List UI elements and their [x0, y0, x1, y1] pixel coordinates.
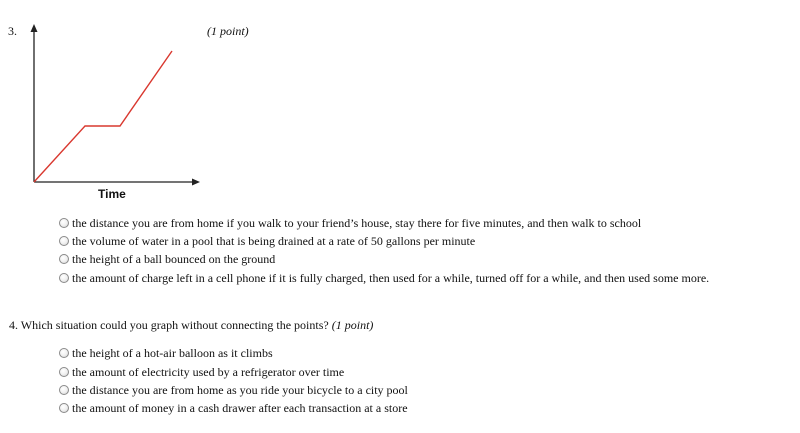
question-3-graph [22, 18, 212, 188]
radio-button[interactable] [59, 403, 69, 413]
q4-option-3-text: the distance you are from home as you ride your bicycle to a city pool [72, 382, 408, 397]
q3-option-4-text: the amount of charge left in a cell phone if it is fully charged, then used for a while, turned off for a while, and then used some more. [72, 270, 710, 285]
radio-button[interactable] [59, 273, 69, 283]
q3-option-3-text: the height of a ball bounced on the ground [72, 251, 276, 266]
q3-option-1-text: the distance you are from home if you walk to your friend’s house, stay there for five minutes, and then walk to school [72, 215, 642, 230]
question-4-text: 4. Which situation could you graph without connecting the points? [9, 318, 329, 332]
x-axis-arrow-icon [192, 179, 200, 186]
question-3-points: (1 point) [207, 24, 249, 38]
q4-option-4[interactable] [59, 400, 408, 416]
radio-button[interactable] [59, 367, 69, 377]
q3-option-4[interactable] [59, 270, 709, 286]
x-axis-label: Time [98, 187, 126, 201]
radio-button[interactable] [59, 385, 69, 395]
q4-option-4-text: the amount of money in a cash drawer after each transaction at a store [72, 400, 408, 415]
q3-option-2-text: the volume of water in a pool that is being drained at a rate of 50 gallons per minute [72, 233, 476, 248]
q4-option-2-text: the amount of electricity used by a refrigerator over time [72, 364, 345, 379]
radio-button[interactable] [59, 254, 69, 264]
radio-button[interactable] [59, 348, 69, 358]
radio-button[interactable] [59, 236, 69, 246]
q4-option-1[interactable] [59, 345, 273, 361]
y-axis-arrow-icon [31, 24, 38, 32]
q4-option-1-text: the height of a hot-air balloon as it climbs [72, 345, 273, 360]
q3-option-2[interactable] [59, 233, 475, 249]
q3-option-1[interactable] [59, 215, 641, 231]
q3-option-3[interactable] [59, 251, 275, 267]
radio-button[interactable] [59, 218, 69, 228]
question-4-prompt [9, 318, 373, 333]
question-4-points: (1 point) [331, 318, 374, 332]
graph-line [34, 51, 172, 182]
q4-option-3[interactable] [59, 382, 408, 398]
question-3-number: 3. [8, 24, 17, 38]
q4-option-2[interactable] [59, 364, 344, 380]
